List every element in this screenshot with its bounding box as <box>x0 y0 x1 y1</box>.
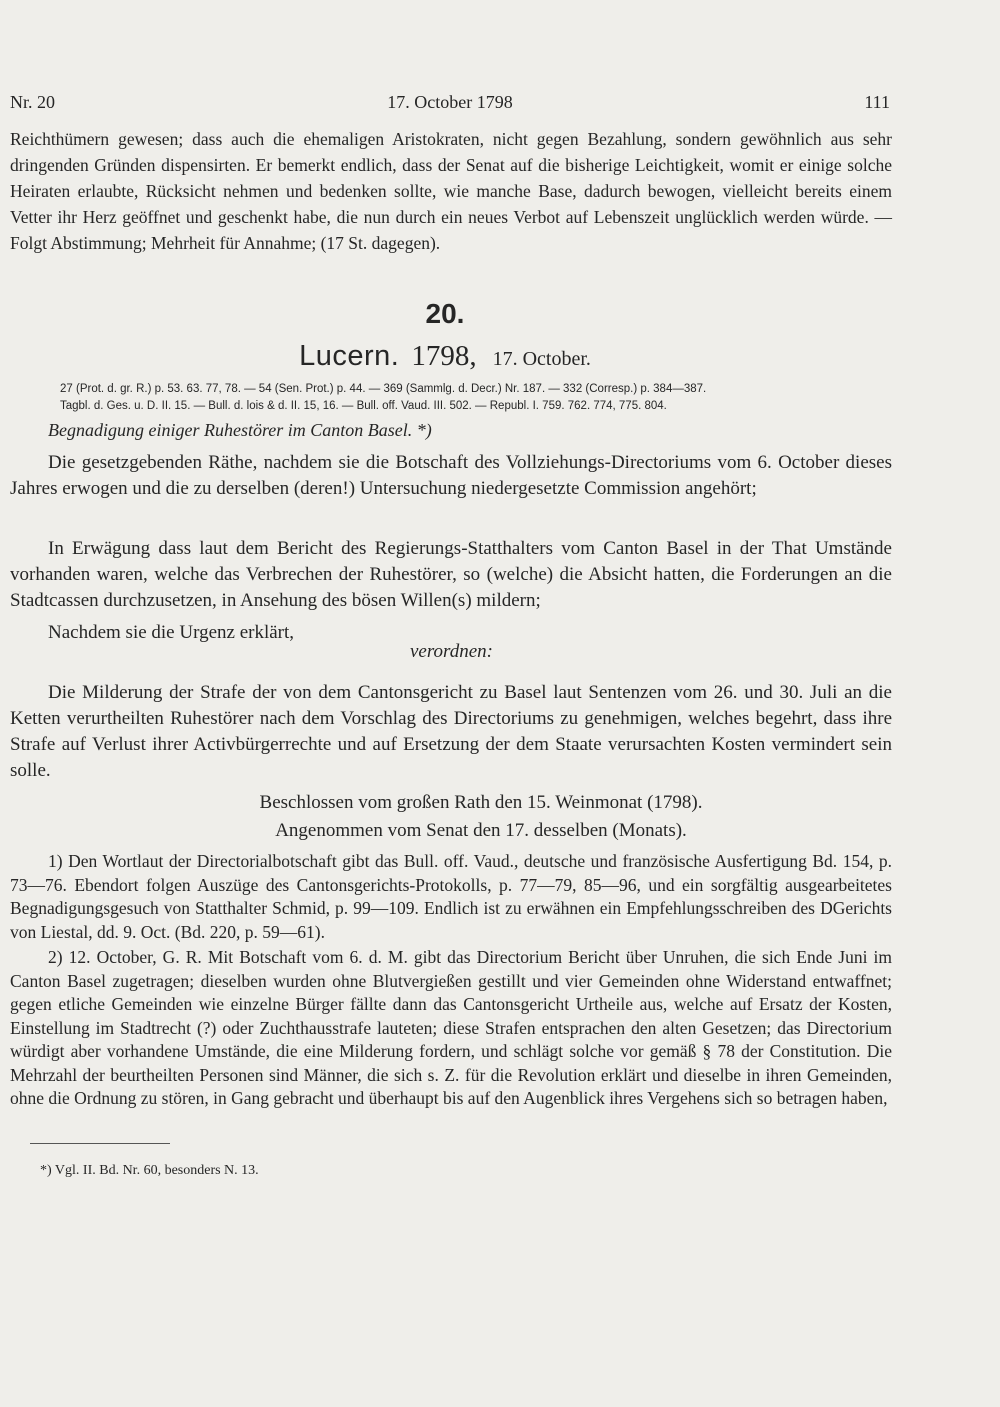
page-number: 111 <box>864 92 890 112</box>
header-date: 17. October 1798 <box>387 92 513 112</box>
note-2: 2) 12. October, G. R. Mit Botschaft vom 6. d. M. gibt das Directorium Bericht über Unruhen, die sich Ende Juni im Canton Basel zugetragen; dieselben wurden ohne Blutvergießen gestillt und vier Gemeinden ohne Widerstand entwaffnet; gegen etliche Gemeinden wie einzelne Bürger fällte dann das Cantonsgericht Urtheile aus, welche auf Ersatz der Kosten, Einstellung im Stadtrecht (?) oder Zuchthausstrafe lauteten; diese Strafen entsprachen den alten Gesetzen; das Directorium würdigt aber vorhandene Umstände, die eine Milderung fordern, und schlägt solche vor gemäß § 78 der Constitution. Die Mehrzahl der beurtheilten Personen sind Männer, die sich s. Z. für die Revolution erklärt und dieselbe in ihren Gemeinden, ohne die Ordnung zu stören, in Gang gebracht und überhaupt bis auf den Augenblick ihres Vergehens sich so betragen haben, <box>10 947 892 1108</box>
footnote-divider <box>30 1143 170 1144</box>
continuation-paragraph: Reichthümern gewesen; dass auch die ehemaligen Aristokraten, nicht gegen Bezahlung, sondern gewöhnlich aus sehr dringenden Gründen dispensirten. Er bemerkt endlich, dass der Senat auf die bisherige Leichtigkeit, womit er einige solche Heiraten erlaubte, Rücksicht nehmen und bedenken sollte, wie manche Base, dadurch bewogen, vielleicht bereits einem Vetter ihr Herz geöffnet und geschenkt habe, die nun durch ein neues Verbot auf Lebenszeit unglücklich werden würde. — Folgt Abstimmung; Mehrheit für Annahme; (17 St. dagegen). <box>10 129 892 253</box>
document-number: Nr. 20 <box>10 92 55 112</box>
resolution-line: Beschlossen vom großen Rath den 15. Weinmonat (1798). <box>259 792 703 813</box>
source-references <box>60 381 840 415</box>
subject-title: Begnadigung einiger Ruhestörer im Canton Basel. *) <box>48 420 432 440</box>
page-header <box>10 92 890 118</box>
note-1: 1) Den Wortlaut der Directorialbotschaft gibt das Bull. off. Vaud., deutsche und französische Ausfertigung Bd. 154, p. 73—76. Ebendort folgen Auszüge des Cantonsgerichts-Protokolls, p. 77—79, 85—96, und ein sorgfältig ausgearbeitetes Begnadigungsgesuch von Statthalter Schmid, p. 99—109. Endlich ist zu erwähnen ein Empfehlungsschreiben des DGerichts von Liestal, dd. 9. Oct. (Bd. 220, p. 59—61). <box>10 851 892 942</box>
footnote: *) Vgl. II. Bd. Nr. 60, besonders N. 13. <box>40 1163 259 1178</box>
title-year: 1798, <box>411 340 477 372</box>
paragraph-urgency: Nachdem sie die Urgenz erklärt, <box>48 622 295 643</box>
decree-keyword: verordnen: <box>410 641 494 662</box>
doc-number-heading: 20. <box>425 298 465 329</box>
title-day: 17. October. <box>492 348 591 370</box>
document-title <box>0 340 890 373</box>
acceptance-line: Angenommen vom Senat den 17. desselben (Monats). <box>275 820 687 841</box>
reference-line: Tagbl. d. Ges. u. D. II. 15. — Bull. d. lois & d. II. 15, 16. — Bull. off. Vaud. III. 502. — Republ. I. 759. 762. 774, 775. 804. <box>60 400 667 412</box>
reference-line: 27 (Prot. d. gr. R.) p. 53. 63. 77, 78. — 54 (Sen. Prot.) p. 44. — 369 (Sammlg. d. Decr.) Nr. 187. — 332 (Corresp.) p. 384—387. <box>60 383 707 395</box>
title-place: Lucern. <box>299 340 400 372</box>
paragraph-decree: Die Milderung der Strafe der von dem Cantonsgericht zu Basel laut Sentenzen vom 26. und 30. Juli an die Ketten verurtheilten Ruhestörer nach dem Vorschlag des Directoriums zu genehmigen, welches begehrt, dass ihre Strafe auf Verlust ihrer Activbürgerrechte und auf Ersetzung der dem Staate verursachten Kosten vermindert sein solle. <box>10 682 892 781</box>
paragraph-consideration: In Erwägung dass laut dem Bericht des Regierungs-Statthalters vom Canton Basel in der That Umstände vorhanden waren, welche das Verbrechen der Ruhestörer, so (welche) die Absicht hatten, die Forderungen an die Stadtcassen durchzusetzen, in Ansehung des bösen Willen(s) mildern; <box>10 538 892 611</box>
paragraph-preamble: Die gesetzgebenden Räthe, nachdem sie die Botschaft des Vollziehungs-Directoriums vom 6. October dieses Jahres erwogen und die zu derselben (deren!) Untersuchung niedergesetzte Commission angehört; <box>10 452 892 499</box>
